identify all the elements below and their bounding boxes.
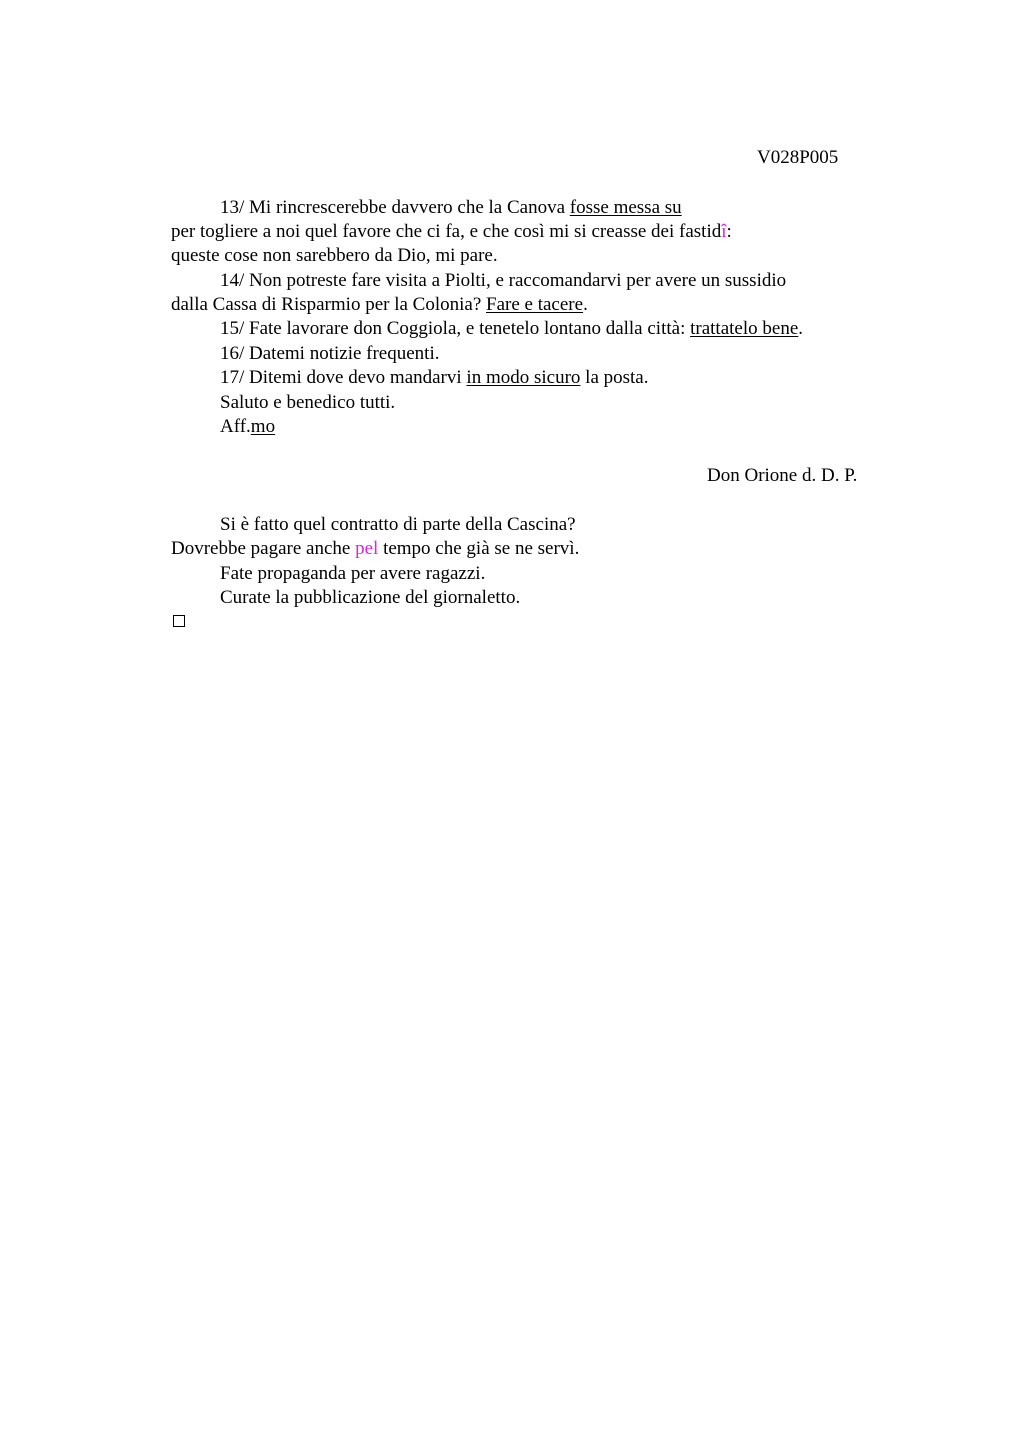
- text: la posta.: [580, 367, 649, 388]
- highlighted-text: pel: [355, 538, 379, 559]
- underlined-text: in modo sicuro: [466, 367, 581, 388]
- underlined-text: trattatelo bene: [690, 318, 799, 339]
- item-13-line-3: queste cose non sarebbero da Dio, mi pare.: [171, 245, 498, 266]
- text: .: [583, 294, 588, 315]
- closing: [220, 415, 275, 439]
- item-16-line: 16/ Datemi notizie frequenti.: [220, 343, 440, 364]
- item-13-line-2: [171, 220, 732, 244]
- text: dalla Cassa di Risparmio per la Colonia?: [171, 294, 487, 315]
- text: per togliere a noi quel favore che ci fa, e che così mi si creasse dei fastid: [171, 221, 722, 242]
- postscript-line-4: Curate la pubblicazione del giornaletto.: [220, 587, 521, 608]
- page-reference: V028P005: [757, 147, 839, 168]
- greeting: Saluto e benedico tutti.: [220, 392, 396, 413]
- signature: Don Orione d. D. P.: [707, 465, 858, 486]
- text: :: [726, 221, 732, 242]
- text: 17/ Ditemi dove devo mandarvi: [220, 367, 467, 388]
- item-15-line: [220, 317, 803, 341]
- end-mark-square-icon: [173, 615, 185, 627]
- text: tempo che già se ne servì.: [378, 538, 580, 559]
- item-14-line-1: 14/ Non potreste fare visita a Piolti, e raccomandarvi per avere un sussidio: [220, 270, 787, 291]
- item-13-line-1: [220, 196, 682, 220]
- highlighted-text: î: [721, 221, 727, 242]
- postscript-line-2: [171, 537, 579, 561]
- postscript-line-3: Fate propaganda per avere ragazzi.: [220, 563, 486, 584]
- item-14-line-2: [171, 293, 588, 317]
- underlined-text: fosse messa su: [569, 197, 682, 218]
- text: Aff.: [220, 416, 251, 437]
- underlined-text: Fare e tacere: [486, 294, 584, 315]
- underlined-text: mo: [250, 416, 276, 437]
- text: .: [798, 318, 803, 339]
- text: 13/ Mi rincrescerebbe davvero che la Canova: [220, 197, 570, 218]
- item-17-line: [220, 366, 649, 390]
- text: Dovrebbe pagare anche: [171, 538, 356, 559]
- text: 15/ Fate lavorare don Coggiola, e tenetelo lontano dalla città:: [220, 318, 691, 339]
- postscript-line-1: Si è fatto quel contratto di parte della Cascina?: [220, 514, 576, 535]
